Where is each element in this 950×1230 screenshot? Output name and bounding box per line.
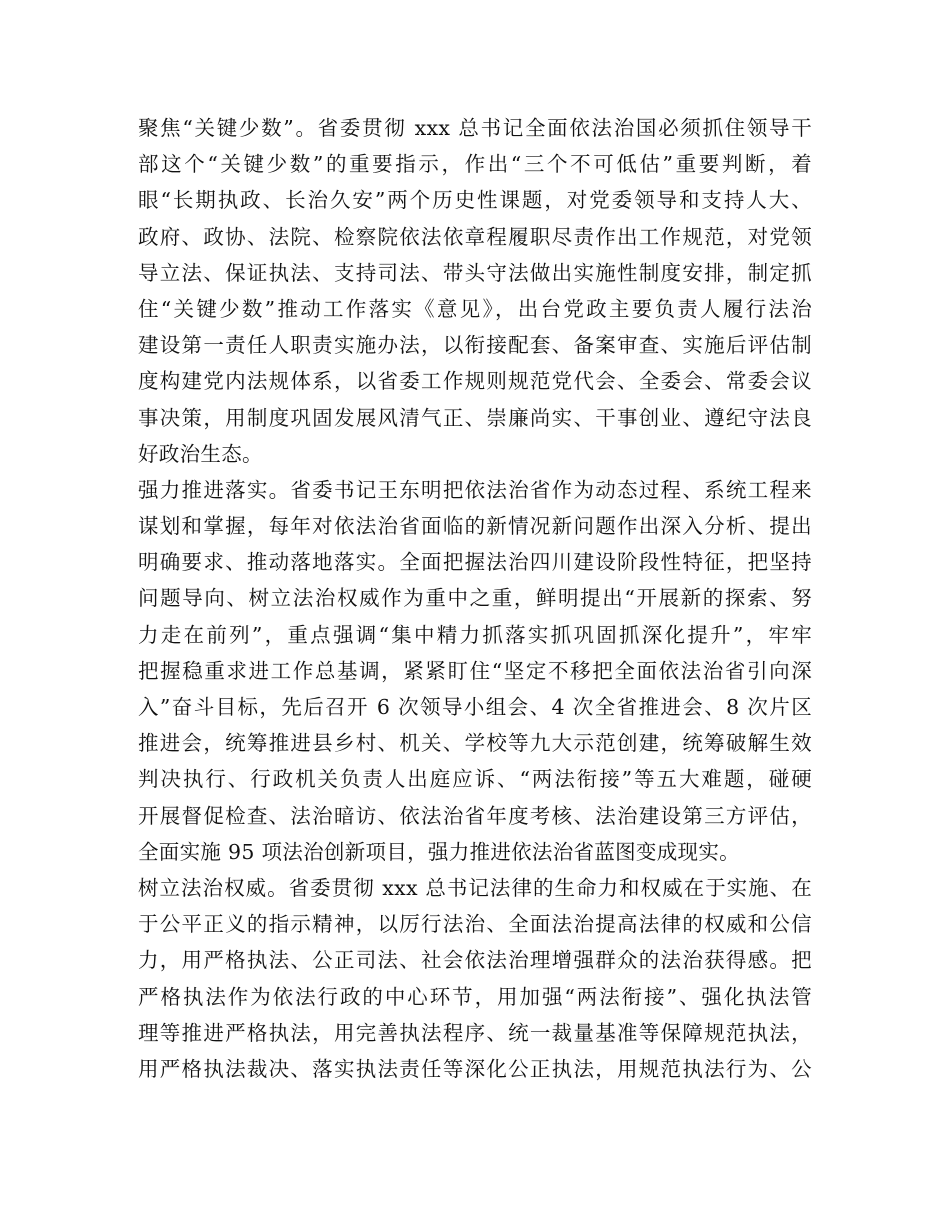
text-line: 推进会，统筹推进县乡村、机关、学校等九大示范创建，统筹破解生效 bbox=[138, 731, 812, 756]
text-line: 全面实施 95 项法治创新项目，强力推进依法治省蓝图变成现实。 bbox=[138, 839, 740, 864]
text-line: 明确要求、推动落地落实。全面把握法治四川建设阶段性特征，把坚持 bbox=[138, 550, 812, 575]
text-line: 树立法治权威。省委贯彻 xxx 总书记法律的生命力和权威在于实施、在 bbox=[138, 875, 812, 900]
text-line: 导立法、保证执法、支持司法、带头守法做出实施性制度安排，制定抓 bbox=[138, 260, 812, 285]
text-line: 强力推进落实。省委书记王东明把依法治省作为动态过程、系统工程来 bbox=[138, 477, 812, 502]
paragraph-promote-implementation bbox=[138, 472, 812, 870]
paragraph-focus-key-minority bbox=[138, 110, 812, 472]
text-line: 理等推进严格执法，用完善执法程序、统一裁量基准等保障规范执法， bbox=[138, 1020, 812, 1045]
text-line: 力走在前列”，重点强调“集中精力抓落实抓巩固抓深化提升”，牢牢 bbox=[138, 622, 812, 647]
text-line: 问题导向、树立法治权威作为重中之重，鲜明提出“开展新的探索、努 bbox=[138, 586, 812, 611]
text-line: 眼“长期执政、长治久安”两个历史性课题，对党委领导和支持人大、 bbox=[138, 188, 812, 213]
text-line: 部这个“关键少数”的重要指示，作出“三个不可低估”重要判断，着 bbox=[138, 152, 812, 177]
text-line: 谋划和掌握，每年对依法治省面临的新情况新问题作出深入分析、提出 bbox=[138, 514, 812, 539]
text-line: 政府、政协、法院、检察院依法依章程履职尽责作出工作规范，对党领 bbox=[138, 224, 812, 249]
paragraph-establish-rule-of-law bbox=[138, 870, 812, 1087]
text-line: 度构建党内法规体系，以省委工作规则规范党代会、全委会、常委会议 bbox=[138, 369, 812, 394]
text-line: 住“关键少数”推动工作落实《意见》，出台党政主要负责人履行法治 bbox=[138, 296, 812, 321]
document-body bbox=[138, 110, 812, 1087]
text-line: 把握稳重求进工作总基调，紧紧盯住“坚定不移把全面依法治省引向深 bbox=[138, 658, 812, 683]
text-line: 判决执行、行政机关负责人出庭应诉、“两法衔接”等五大难题，碰硬 bbox=[138, 767, 812, 792]
text-line: 建设第一责任人职责实施办法，以衔接配套、备案审查、实施后评估制 bbox=[138, 333, 812, 358]
text-line: 于公平正义的指示精神，以厉行法治、全面法治提高法律的权威和公信 bbox=[138, 912, 812, 937]
text-line: 开展督促检查、法治暗访、依法治省年度考核、法治建设第三方评估， bbox=[138, 803, 812, 828]
text-line: 好政治生态。 bbox=[138, 441, 263, 466]
text-line: 用严格执法裁决、落实执法责任等深化公正执法，用规范执法行为、公 bbox=[138, 1056, 812, 1081]
text-line: 事决策，用制度巩固发展风清气正、崇廉尚实、干事创业、遵纪守法良 bbox=[138, 405, 812, 430]
text-line: 力，用严格执法、公正司法、社会依法治理增强群众的法治获得感。把 bbox=[138, 948, 812, 973]
text-line: 聚焦“关键少数”。省委贯彻 xxx 总书记全面依法治国必须抓住领导干 bbox=[138, 116, 812, 140]
text-line: 严格执法作为依法行政的中心环节，用加强“两法衔接”、强化执法管 bbox=[138, 984, 812, 1009]
text-line: 入”奋斗目标，先后召开 6 次领导小组会、4 次全省推进会、8 次片区 bbox=[138, 695, 812, 719]
